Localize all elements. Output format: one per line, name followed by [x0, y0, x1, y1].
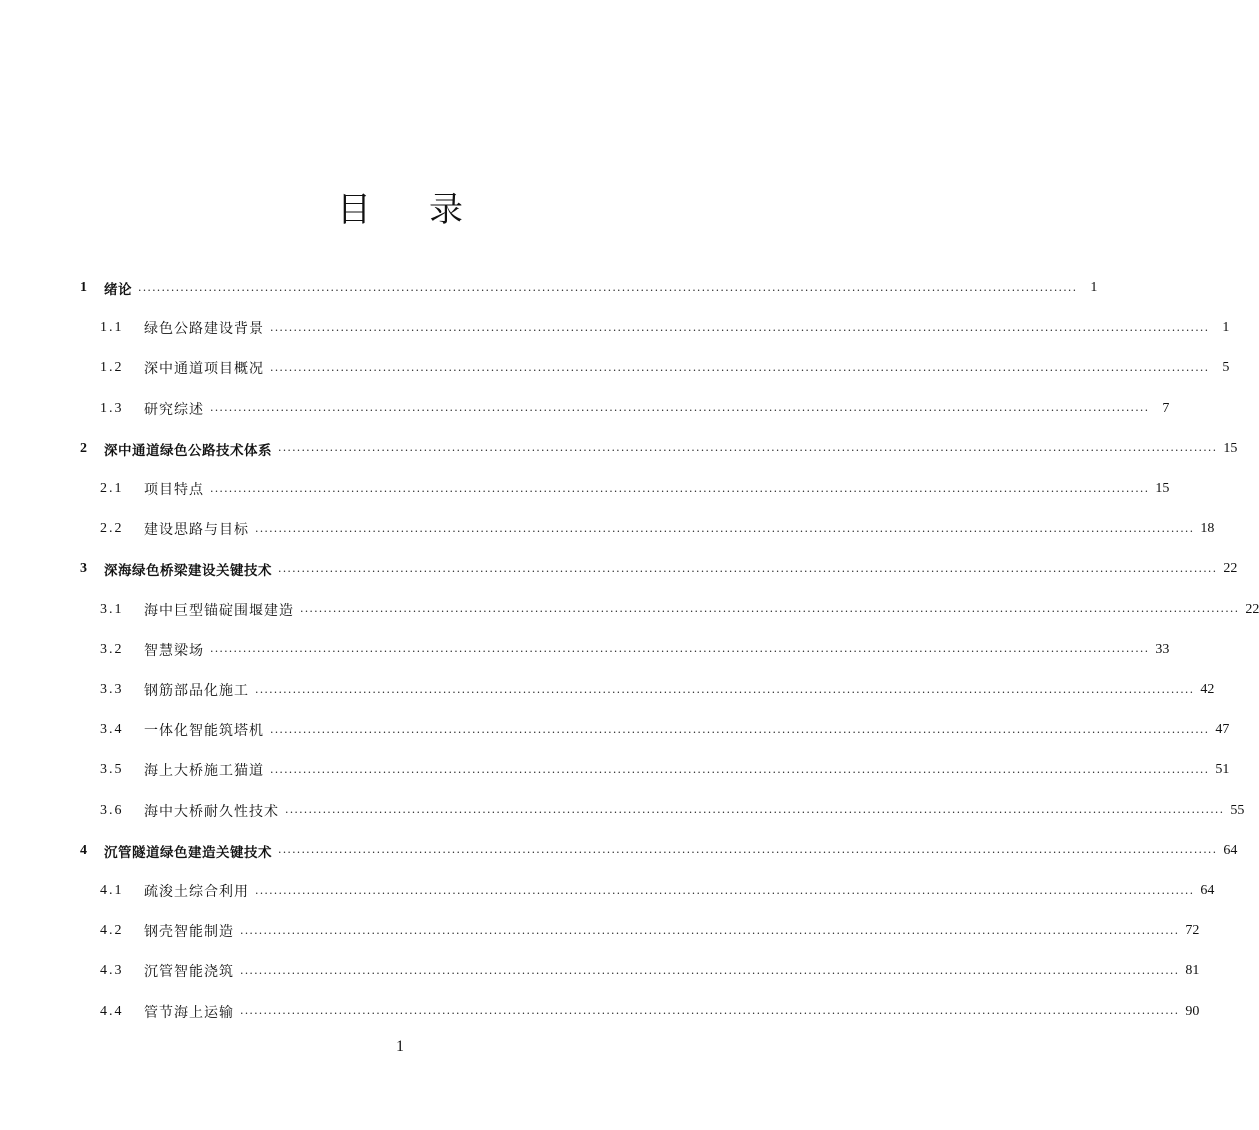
toc-entry-page: 64	[1223, 842, 1238, 858]
toc-entry-number: 3.3	[100, 682, 124, 697]
toc-entry-number: 3.6	[100, 802, 124, 818]
toc-entry-number: 2.1	[100, 481, 124, 496]
toc-section-entry[interactable]	[80, 630, 1170, 670]
toc-entry-page: 42	[1200, 682, 1215, 697]
toc-entry-number: 4.3	[100, 963, 124, 979]
toc-leader-dots: ········································································································································································································	[255, 886, 1195, 900]
toc-section-entry[interactable]	[80, 348, 1230, 388]
toc-entry-page: 1	[1222, 320, 1230, 336]
toc-section-entry[interactable]	[80, 670, 1215, 710]
toc-entry-page: 47	[1215, 722, 1230, 738]
toc-leader-dots: ········································································································································································································	[138, 283, 1078, 297]
toc-leader-dots: ········································································································································································································	[270, 363, 1210, 377]
toc-entry-page: 90	[1185, 1003, 1200, 1019]
toc-leader-dots: ········································································································································································································	[270, 765, 1210, 779]
title-char-1: 目	[337, 190, 371, 230]
toc-entry-title: 智慧梁场	[144, 642, 204, 659]
toc-entry-number: 4.1	[100, 883, 124, 898]
toc-entry-number: 4	[80, 842, 87, 858]
toc-entry-title: 建设思路与目标	[144, 522, 249, 539]
toc-chapter-entry[interactable]	[80, 831, 1238, 871]
toc-entry-title: 绪论	[104, 282, 132, 298]
toc-entry-number: 1	[80, 280, 87, 295]
toc-entry-number: 3.5	[100, 762, 124, 778]
toc-entry-number: 4.2	[100, 923, 124, 939]
toc-entry-page: 22	[1223, 561, 1238, 577]
toc-entry-page: 22	[1245, 601, 1259, 617]
toc-leader-dots: ········································································································································································································	[210, 645, 1150, 659]
toc-entry-number: 1.1	[100, 320, 124, 336]
toc-entry-page: 33	[1155, 641, 1170, 657]
toc-entry-title: 海中大桥耐久性技术	[144, 803, 279, 820]
toc-leader-dots: ········································································································································································································	[255, 524, 1195, 538]
toc-section-entry[interactable]	[80, 389, 1170, 429]
toc-section-entry[interactable]	[80, 791, 1245, 831]
toc-section-entry[interactable]	[80, 710, 1230, 750]
toc-entry-title: 深中通道绿色公路技术体系	[104, 442, 272, 459]
toc-section-entry[interactable]	[80, 590, 1259, 630]
toc-entry-title: 钢筋部品化施工	[144, 683, 249, 699]
toc-section-entry[interactable]	[80, 951, 1200, 991]
toc-entry-page: 18	[1200, 521, 1215, 537]
toc-entry-page: 72	[1185, 923, 1200, 939]
toc-entry-page: 55	[1230, 802, 1245, 818]
toc-entry-page: 1	[1090, 280, 1098, 295]
toc-leader-dots: ········································································································································································································	[278, 564, 1218, 578]
toc-leader-dots: ········································································································································································································	[270, 323, 1210, 337]
toc-section-entry[interactable]	[80, 911, 1200, 951]
toc-entry-title: 一体化智能筑塔机	[144, 723, 264, 740]
toc-section-entry[interactable]	[80, 469, 1170, 509]
toc-entry-title: 疏浚土综合利用	[144, 884, 249, 900]
toc-leader-dots: ········································································································································································································	[210, 484, 1150, 498]
toc-entry-title: 管节海上运输	[144, 1004, 234, 1021]
toc-entry-title: 沉管智能浇筑	[144, 964, 234, 981]
toc-entry-number: 4.4	[100, 1003, 124, 1019]
toc-entry-page: 7	[1162, 400, 1170, 416]
toc-entry-number: 3	[80, 561, 87, 577]
toc-leader-dots: ········································································································································································································	[240, 926, 1180, 940]
toc-chapter-entry[interactable]	[80, 268, 1098, 308]
toc-leader-dots: ········································································································································································································	[240, 966, 1180, 980]
toc-entry-title: 深中通道项目概况	[144, 361, 264, 378]
toc-leader-dots: ········································································································································································································	[285, 806, 1225, 820]
title-char-2: 录	[429, 190, 463, 230]
toc-chapter-entry[interactable]	[80, 429, 1238, 469]
toc-chapter-entry[interactable]	[80, 549, 1238, 589]
toc-leader-dots: ········································································································································································································	[255, 685, 1195, 699]
toc-entry-number: 1.2	[100, 360, 124, 376]
toc-leader-dots: ········································································································································································································	[270, 725, 1210, 739]
toc-section-entry[interactable]	[80, 308, 1230, 348]
toc-section-entry[interactable]	[80, 750, 1230, 790]
toc-leader-dots: ········································································································································································································	[210, 404, 1150, 418]
toc-entry-page: 64	[1200, 883, 1215, 898]
toc-entry-title: 绿色公路建设背景	[144, 321, 264, 338]
toc-leader-dots: ········································································································································································································	[300, 605, 1240, 619]
toc-entry-page: 51	[1215, 762, 1230, 778]
toc-entry-number: 2	[80, 440, 87, 456]
toc-entry-title: 项目特点	[144, 482, 204, 498]
toc-entry-number: 3.2	[100, 641, 124, 657]
toc-leader-dots: ········································································································································································································	[278, 444, 1218, 458]
toc-section-entry[interactable]	[80, 871, 1215, 911]
toc-section-entry[interactable]	[80, 992, 1200, 1032]
toc-entry-title: 海中巨型锚碇围堰建造	[144, 602, 294, 619]
page-number: 1	[396, 1038, 404, 1055]
toc-entry-page: 5	[1222, 360, 1230, 376]
toc-entry-title: 沉管隧道绿色建造关键技术	[104, 844, 272, 861]
toc-leader-dots: ········································································································································································································	[278, 846, 1218, 860]
toc-entry-number: 3.4	[100, 722, 124, 738]
toc-entry-page: 15	[1155, 481, 1170, 496]
toc-entry-number: 1.3	[100, 400, 124, 416]
toc-leader-dots: ········································································································································································································	[240, 1007, 1180, 1021]
toc-entry-page: 15	[1223, 440, 1238, 456]
toc-entry-number: 2.2	[100, 521, 124, 537]
toc-entry-page: 81	[1185, 963, 1200, 979]
toc-entry-number: 3.1	[100, 601, 124, 617]
toc-entry-title: 钢壳智能制造	[144, 924, 234, 941]
toc-entry-title: 海上大桥施工猫道	[144, 763, 264, 780]
toc-entry-title: 深海绿色桥梁建设关键技术	[104, 563, 272, 580]
page-title	[0, 182, 800, 231]
toc-section-entry[interactable]	[80, 509, 1215, 549]
toc-entry-title: 研究综述	[144, 401, 204, 418]
